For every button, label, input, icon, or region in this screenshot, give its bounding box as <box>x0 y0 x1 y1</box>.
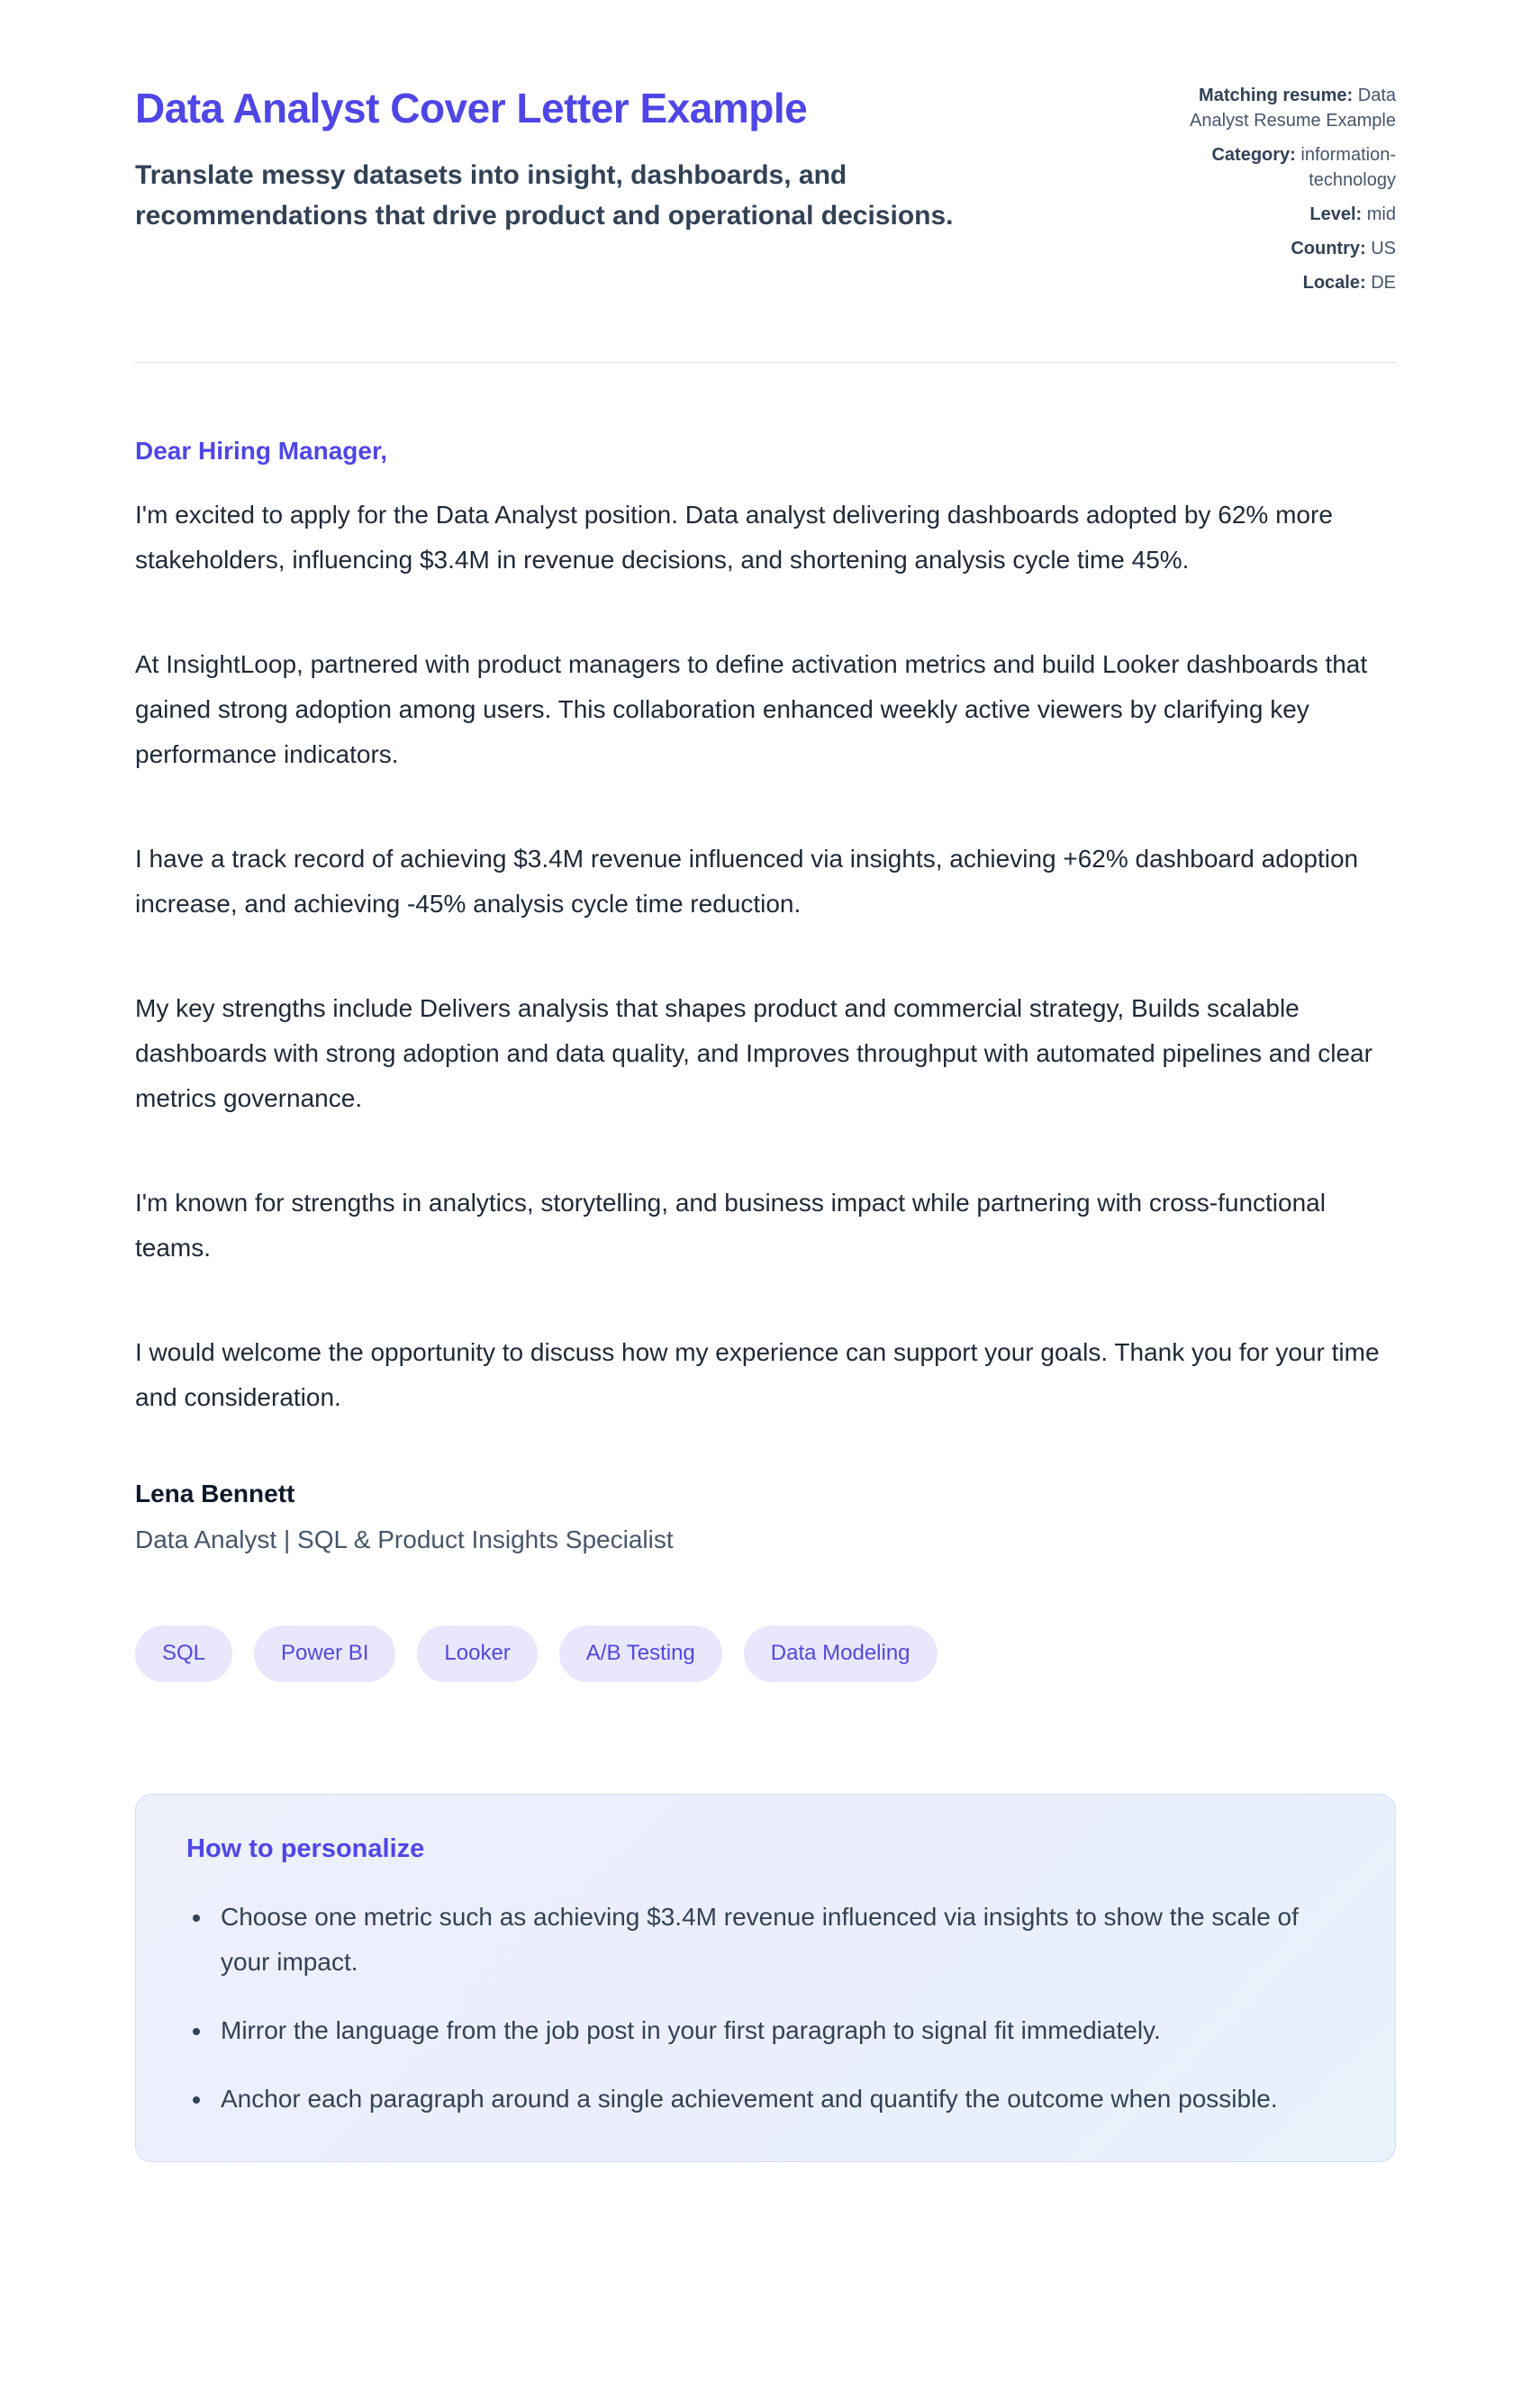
meta-label: Level: <box>1309 204 1363 224</box>
meta-value: Data Analyst Resume Example <box>1190 86 1396 131</box>
callout-bullet-2: • Mirror the language from the job post in your first paragraph to signal fit immediately. <box>213 2008 1345 2053</box>
letter-paragraph-1: I'm excited to apply for the Data Analyst position. Data analyst delivering dashboards adopted by 62% more stakeholders, influencing $3.4M in revenue decisions, and shortening analysis cycle time 45%. <box>135 501 1333 574</box>
signature-name: Lena Bennett <box>135 1480 295 1507</box>
callout-bullet-1: • Choose one metric such as achieving $3.4M revenue influenced via insights to show the scale of your impact. <box>213 1895 1345 1985</box>
meta-item-matching-resume <box>1166 83 1396 133</box>
letter-paragraph-5: I'm known for strengths in analytics, storytelling, and business impact while partnering with cross-functional teams. <box>135 1189 1326 1262</box>
meta-item-country <box>1166 236 1396 261</box>
meta-value: mid <box>1366 204 1396 224</box>
callout-bullet-3: • Anchor each paragraph around a single achievement and quantify the outcome when possible. <box>213 2077 1345 2122</box>
meta-label: Locale: <box>1302 273 1366 293</box>
skill-tag-sql: SQL <box>135 1625 232 1682</box>
meta-item-category <box>1166 142 1396 193</box>
letter-paragraph-3: I have a track record of achieving $3.4M revenue influenced via insights, achieving +62% dashboard adoption increase, and achieving -45% analysis cycle time reduction. <box>135 845 1359 918</box>
divider <box>135 362 1396 363</box>
letter-paragraph-6: I would welcome the opportunity to discuss how my experience can support your goals. Thank you for your time and consideration. <box>135 1338 1380 1411</box>
signature-role: Data Analyst | SQL & Product Insights Specialist <box>135 1525 674 1553</box>
meta-item-level <box>1166 202 1396 227</box>
meta-value: US <box>1371 239 1396 258</box>
meta-value: information-technology <box>1300 145 1396 190</box>
skill-tag-data-modeling: Data Modeling <box>744 1625 938 1682</box>
meta-label: Country: <box>1291 239 1366 258</box>
meta-value: DE <box>1371 273 1396 293</box>
cover-letter-body <box>135 437 1396 1559</box>
callout-bullet-list <box>186 1895 1345 2122</box>
meta-item-locale <box>1166 270 1396 295</box>
letter-paragraph-4: My key strengths include Delivers analysis that shapes product and commercial strategy, Builds scalable dashboards with strong adoption and data quality, and Improves throughput with automated pipelines and clear metrics governance. <box>135 994 1372 1112</box>
page-container <box>135 0 1396 2225</box>
meta-label: Matching resume: <box>1199 86 1354 105</box>
page-subtitle: Translate messy datasets into insight, dashboards, and recommendations that drive product and operational decisions. <box>135 159 954 231</box>
page-title: Data Analyst Cover Letter Example <box>135 85 808 131</box>
callout-title: How to personalize <box>186 1833 425 1863</box>
greeting: Dear Hiring Manager, <box>135 437 388 465</box>
letter-paragraph-2: At InsightLoop, partnered with product managers to define activation metrics and build Looker dashboards that gained strong adoption among users. This collaboration enhanced weekly active viewers by clarifying key performance indicators. <box>135 650 1368 768</box>
skill-tag-ab-testing: A/B Testing <box>559 1625 722 1682</box>
skill-tags <box>135 1625 1396 1682</box>
skill-tag-power-bi: Power BI <box>254 1625 395 1682</box>
how-to-personalize-card <box>135 1794 1396 2162</box>
skill-tag-looker: Looker <box>417 1625 537 1682</box>
meta-panel <box>1166 83 1396 304</box>
meta-label: Category: <box>1211 145 1296 165</box>
header-left <box>135 83 1063 236</box>
header <box>135 83 1396 304</box>
